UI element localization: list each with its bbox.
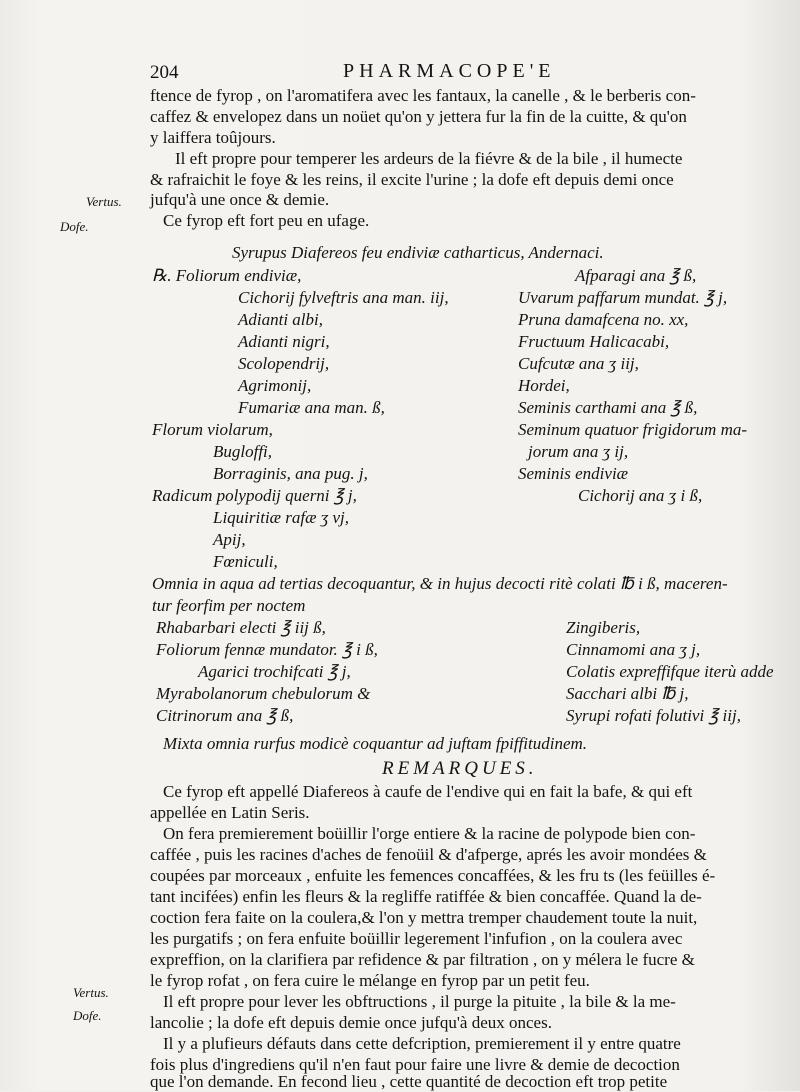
recipe-item: Afparagi ana ℥ ß,: [575, 266, 697, 285]
margin-note-vertus: Vertus.: [86, 194, 122, 209]
text-line: les purgatifs ; on fera enfuite boüillir legerement l'infufion , on la coulera avec: [150, 929, 683, 948]
text-line: Il eft propre pour temperer les ardeurs de la fiévre & de la bile , il humecte: [175, 149, 683, 168]
text-line: fois plus d'ingrediens qu'il n'en faut pour faire une livre & demie de decoction: [150, 1055, 680, 1074]
recipe-item: Seminum quatuor frigidorum ma-: [518, 420, 748, 439]
recipe-item: Bugloffi,: [213, 442, 273, 461]
recipe-item: Citrinorum ana ℥ ß,: [156, 706, 294, 725]
recipe-item: Cufcutæ ana ʒ iij,: [518, 354, 639, 373]
text-line: y laiffera toûjours.: [150, 128, 276, 147]
recipe-item: Sacchari albi ℔ j,: [566, 684, 689, 703]
recipe-item: Cinnamomi ana ʒ j,: [566, 640, 701, 659]
recipe-item: Seminis endiviæ: [518, 464, 629, 483]
recipe-item: Uvarum paffarum mundat. ℥ j,: [518, 288, 728, 307]
text-line: coction fera faite on la coulera,& l'on y mettra tremper chaudement toute la nuit,: [150, 908, 698, 927]
recipe-item: ℞. Foliorum endiviæ,: [152, 266, 302, 285]
text-line: On fera premierement boüillir l'orge entiere & la racine de polypode bien con-: [163, 824, 696, 843]
recipe-instruction: Mixta omnia rurfus modicè coquantur ad juftam fpiffitudinem.: [163, 734, 588, 753]
text-line: Ce fyrop eft fort peu en ufage.: [163, 211, 370, 230]
recipe-item: Adianti albi,: [238, 310, 323, 329]
text-line: caffez & envelopez dans un noüet qu'on y jettera fur la fin de la cuitte, & qu'on: [150, 107, 687, 126]
text-line: Il y a plufieurs défauts dans cette defcription, premierement il y entre quatre: [163, 1034, 681, 1053]
recipe-instruction: tur feorfim per noctem: [152, 596, 306, 615]
margin-note-vertus: Vertus.: [73, 985, 109, 1000]
page-number: 204: [150, 62, 179, 83]
text-line: jufqu'à une once & demie.: [150, 190, 330, 209]
text-line: tant incifées) enfin les fleurs & la regliffe ratiffée & bien concaffée. Quand la de-: [150, 887, 702, 906]
remarques-heading: REMARQUES.: [382, 758, 538, 779]
recipe-item: Fumariæ ana man. ß,: [238, 398, 385, 417]
recipe-item: Florum violarum,: [152, 420, 273, 439]
recipe-item: Rhabarbari electi ℥ iij ß,: [156, 618, 326, 637]
recipe-item: Cichorij fylveftris ana man. iij,: [238, 288, 449, 307]
recipe-item: Colatis expreffifque iterù adde: [566, 662, 774, 681]
running-title: PHARMACOPE'E: [343, 60, 556, 82]
recipe-item: Scolopendrij,: [238, 354, 330, 373]
recipe-item: Agrimonij,: [238, 376, 312, 395]
text-line: Il eft propre pour lever les obftructions , il purge la pituite , la bile & la me-: [163, 992, 676, 1011]
recipe-item: Liquiritiæ rafæ ʒ vj,: [213, 508, 350, 527]
margin-note-dose: Dofe.: [73, 1008, 102, 1023]
recipe-item: Syrupi rofati folutivi ℥ iij,: [566, 706, 741, 725]
recipe-instruction: Omnia in aqua ad tertias decoquantur, & in hujus decocti ritè colati ℔ i ß, maceren-: [152, 574, 728, 593]
text-line: appellée en Latin Seris.: [150, 803, 310, 822]
recipe-item: Seminis carthami ana ℥ ß,: [518, 398, 698, 417]
text-line: ftence de fyrop , on l'aromatifera avec les fantaux, la canelle , & le berberis con-: [150, 86, 696, 105]
recipe-item: jorum ana ʒ ij,: [528, 442, 629, 461]
text-line: Ce fyrop eft appellé Diafereos à caufe de l'endive qui en fait la bafe, & qui eft: [163, 782, 693, 801]
recipe-item: Myrabolanorum chebulorum &: [156, 684, 371, 703]
text-line: & rafraichit le foye & les reins, il excite l'urine ; la dofe eft depuis demi once: [150, 170, 674, 189]
recipe-item: Foliorum fennæ mundator. ℥ i ß,: [156, 640, 378, 659]
recipe-title: Syrupus Diafereos feu endiviæ catharticus, Andernaci.: [232, 243, 604, 262]
recipe-item: Fœniculi,: [213, 552, 278, 571]
text-line: le fyrop rofat , on fera cuire le mélange en fyrop par un petit feu.: [150, 971, 590, 990]
recipe-item: Fructuum Halicacabi,: [518, 332, 670, 351]
recipe-item: Radicum polypodij querni ℥ j,: [152, 486, 357, 505]
recipe-item: Apij,: [213, 530, 246, 549]
text-line: expreffion, on la clarifiera par refidence & par filtration , on y mélera le fucre &: [150, 950, 695, 969]
recipe-item: Borraginis, ana pug. j,: [213, 464, 368, 483]
recipe-item: Cichorij ana ʒ i ß,: [578, 486, 703, 505]
recipe-item: Pruna damafcena no. xx,: [518, 310, 689, 329]
recipe-item: Hordei,: [518, 376, 570, 395]
text-line: coupées par morceaux , enfuite les femences concaffées, & les fru ts (les feüilles é-: [150, 866, 716, 885]
text-line: lancolie ; la dofe eft depuis demie once jufqu'à deux onces.: [150, 1013, 552, 1032]
recipe-item: Adianti nigri,: [238, 332, 330, 351]
text-line: caffée , puis les racines d'aches de fenoüil & d'afperge, aprés les avoir mondées &: [150, 845, 707, 864]
text-line: que l'on demande. En fecond lieu , cette quantité de decoction eft trop petite: [150, 1072, 668, 1091]
recipe-item: Zingiberis,: [566, 618, 641, 637]
margin-note-dose: Dofe.: [60, 219, 89, 234]
recipe-item: Agarici trochifcati ℥ j,: [198, 662, 351, 681]
